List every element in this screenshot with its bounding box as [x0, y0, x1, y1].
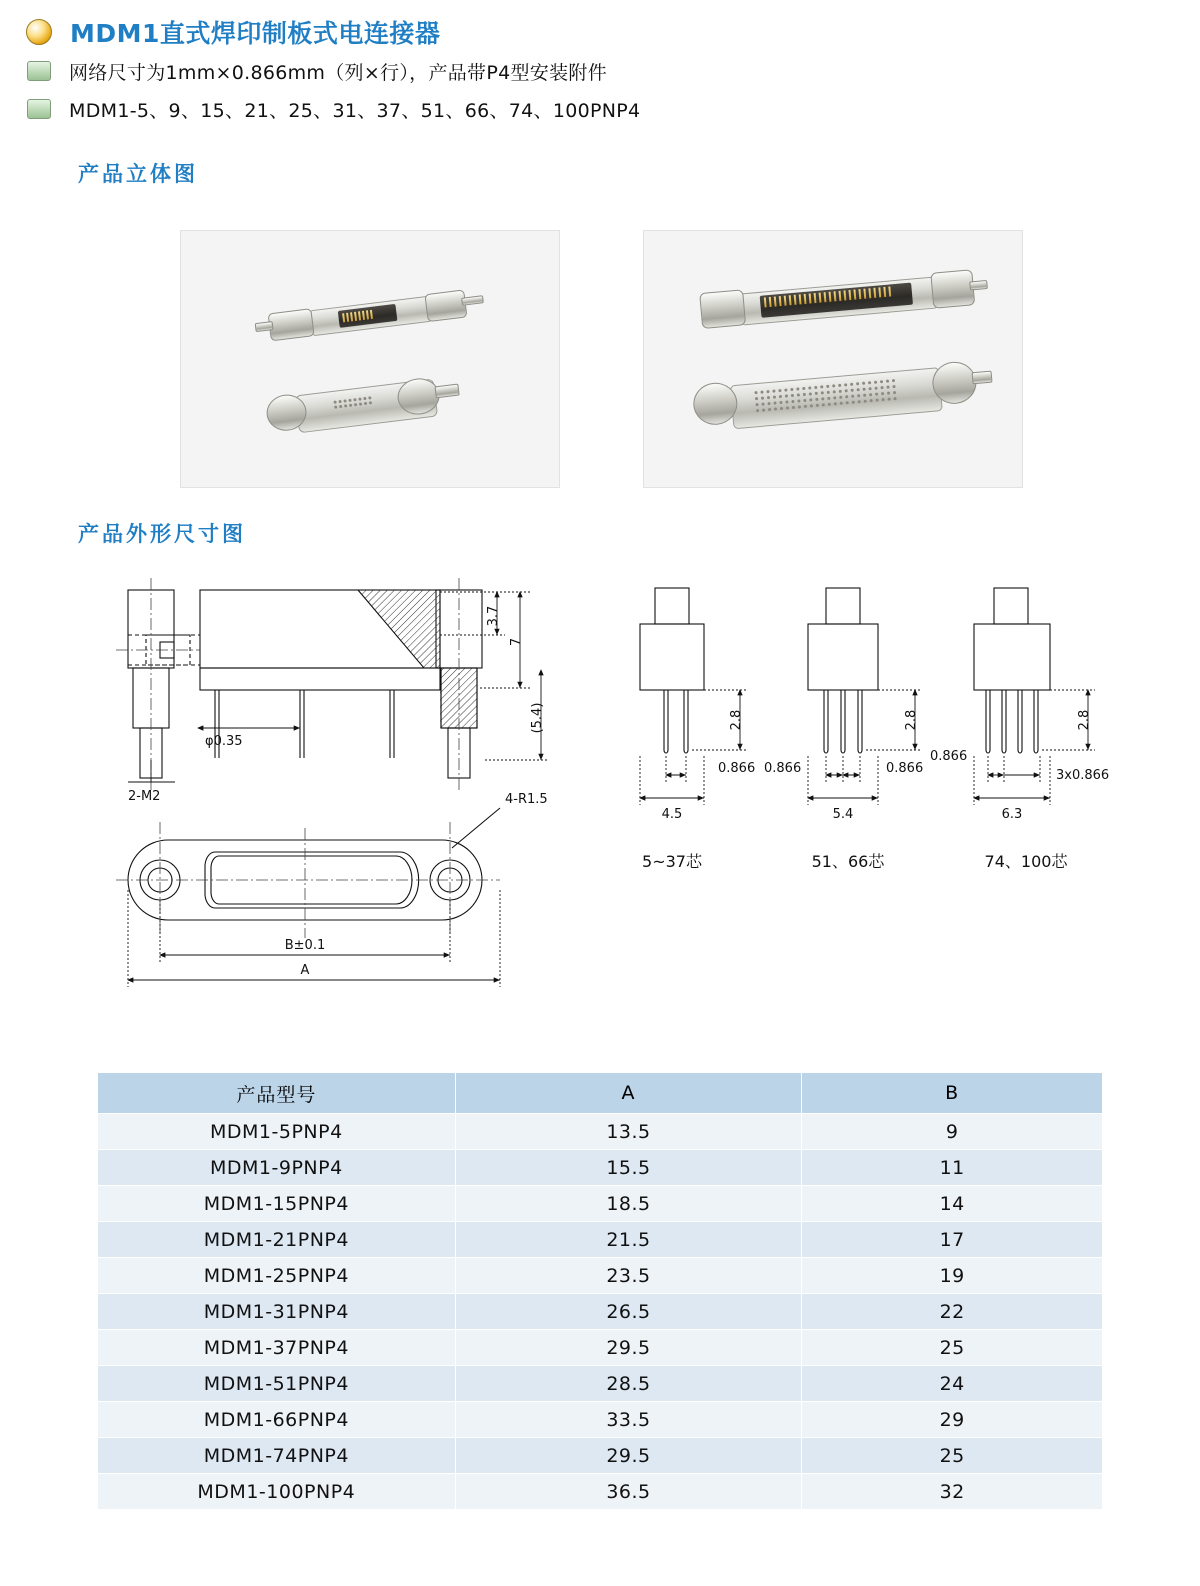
plug-screw-left — [268, 308, 315, 341]
hole — [874, 381, 877, 384]
page-title: MDM1直式焊印制板式电连接器 — [70, 19, 441, 48]
hole — [827, 397, 830, 400]
hole — [364, 402, 367, 405]
header — [0, 0, 1200, 126]
hole — [354, 403, 357, 406]
caption-view2: 51、66芯 — [811, 852, 885, 871]
cell-model: MDM1-66PNP4 — [98, 1402, 456, 1438]
pin — [350, 312, 353, 321]
table-row — [98, 1366, 1103, 1402]
dim-3x0-866-view3: 3x0.866 — [1056, 768, 1110, 783]
hole — [349, 404, 352, 407]
pin — [848, 290, 851, 300]
header-note-2: MDM1-5、9、15、21、25、31、37、51、66、74、100PNP4 — [69, 99, 641, 122]
table-row — [98, 1150, 1103, 1186]
hole — [809, 392, 812, 395]
column-header-b: B — [802, 1073, 1103, 1114]
product-photo-large-connector — [643, 230, 1023, 488]
dim-0-866-view2-right: 0.866 — [886, 761, 924, 776]
hole — [785, 394, 788, 397]
photo-a-plug — [248, 275, 494, 364]
section-title-drawing: 产品外形尺寸图 — [78, 522, 246, 546]
hole — [852, 401, 855, 404]
hole — [803, 393, 806, 396]
pin — [804, 294, 807, 304]
bottom-view — [128, 808, 500, 920]
hole — [864, 400, 867, 403]
photo-b-receptacle — [681, 353, 997, 460]
pin — [366, 310, 369, 319]
pin — [873, 288, 876, 298]
hole — [808, 386, 811, 389]
pin-view-51-66 — [808, 588, 878, 753]
hole — [822, 403, 825, 406]
plug-screw-right-thread — [969, 280, 988, 291]
hole — [893, 397, 896, 400]
hole — [363, 397, 366, 400]
hole — [880, 380, 883, 383]
cell-b: 9 — [802, 1114, 1103, 1150]
hole — [797, 393, 800, 396]
pin — [346, 313, 349, 322]
cell-a: 29.5 — [455, 1438, 802, 1474]
cell-model: MDM1-31PNP4 — [98, 1294, 456, 1330]
hole — [851, 389, 854, 392]
hole — [863, 388, 866, 391]
dim-2-8-view3: 2.8 — [1077, 709, 1092, 731]
cell-a: 15.5 — [455, 1150, 802, 1186]
hole — [834, 402, 837, 405]
pin — [814, 293, 817, 303]
pin — [774, 296, 777, 306]
pin — [819, 293, 822, 303]
cell-b: 25 — [802, 1438, 1103, 1474]
hole — [353, 398, 356, 401]
hole — [348, 399, 351, 402]
hole — [893, 391, 896, 394]
section-title-photos: 产品立体图 — [78, 162, 198, 186]
hole — [358, 397, 361, 400]
pin — [883, 287, 886, 297]
dim-4-r1-5: 4-R1.5 — [505, 792, 548, 807]
cell-a: 21.5 — [455, 1222, 802, 1258]
circle-bullet-icon — [26, 19, 52, 45]
hole — [869, 393, 872, 396]
hole — [821, 391, 824, 394]
cell-model: MDM1-51PNP4 — [98, 1366, 456, 1402]
hole — [786, 406, 789, 409]
dim-0-866-view3: 0.866 — [930, 749, 968, 764]
table-row — [98, 1186, 1103, 1222]
hole — [767, 402, 770, 405]
pin — [358, 311, 361, 320]
hole — [790, 388, 793, 391]
pin-view-51-66-dimensions — [808, 690, 922, 805]
pin — [362, 311, 365, 320]
pin — [794, 295, 797, 305]
pin — [878, 287, 881, 297]
hole — [887, 397, 890, 400]
hole — [821, 397, 824, 400]
cell-model: MDM1-21PNP4 — [98, 1222, 456, 1258]
dimension-drawing — [0, 560, 1200, 1060]
hole — [816, 404, 819, 407]
hole — [846, 401, 849, 404]
plug-screw-right-thread — [461, 295, 484, 306]
pin — [809, 293, 812, 303]
hole — [833, 390, 836, 393]
hole — [768, 408, 771, 411]
hole — [778, 389, 781, 392]
hole — [875, 393, 878, 396]
hole — [772, 389, 775, 392]
pin — [834, 291, 837, 301]
hole — [840, 402, 843, 405]
hole — [792, 406, 795, 409]
pin — [839, 291, 842, 301]
cell-b: 19 — [802, 1258, 1103, 1294]
cell-model: MDM1-100PNP4 — [98, 1474, 456, 1510]
hole — [368, 396, 371, 399]
header-note-row-1 — [0, 54, 1200, 88]
dim-b: B±0.1 — [284, 938, 326, 953]
cell-a: 28.5 — [455, 1366, 802, 1402]
hole — [887, 392, 890, 395]
hole — [820, 385, 823, 388]
square-bullet-icon — [27, 61, 51, 81]
dim-0-866-view1: 0.866 — [718, 761, 756, 776]
pin — [829, 292, 832, 302]
hole — [754, 391, 757, 394]
hole — [814, 386, 817, 389]
hole — [870, 399, 873, 402]
hole — [791, 400, 794, 403]
hole — [809, 398, 812, 401]
table-row — [98, 1330, 1103, 1366]
cell-b: 29 — [802, 1402, 1103, 1438]
hole — [797, 399, 800, 402]
cell-a: 29.5 — [455, 1330, 802, 1366]
hole — [810, 404, 813, 407]
hole — [827, 391, 830, 394]
pin — [824, 292, 827, 302]
hole — [785, 400, 788, 403]
dim-a: A — [300, 963, 310, 978]
header-note-1: 网络尺寸为1mm×0.866mm（列×行），产品带P4型安装附件 — [69, 61, 608, 84]
hole — [798, 405, 801, 408]
hole — [832, 384, 835, 387]
hole — [804, 405, 807, 408]
hole — [773, 401, 776, 404]
caption-view3: 74、100芯 — [984, 852, 1068, 871]
table-row — [98, 1402, 1103, 1438]
dim-7: 7 — [509, 637, 524, 647]
hole — [773, 395, 776, 398]
dim-3-7: 3.7 — [486, 605, 501, 627]
hole — [863, 394, 866, 397]
table-header-row — [98, 1073, 1103, 1114]
dim-6-3-view3: 6.3 — [1001, 807, 1023, 822]
hole — [857, 394, 860, 397]
plug-screw-left — [699, 289, 746, 329]
hole — [338, 400, 341, 403]
cell-b: 22 — [802, 1294, 1103, 1330]
hole — [862, 382, 865, 385]
hole — [857, 388, 860, 391]
hole — [791, 394, 794, 397]
pin — [769, 297, 772, 307]
hole — [779, 395, 782, 398]
photo-a-receptacle — [246, 361, 503, 461]
hole — [881, 398, 884, 401]
hole — [858, 400, 861, 403]
plug-screw-right — [424, 289, 467, 322]
cell-model: MDM1-9PNP4 — [98, 1150, 456, 1186]
hole — [886, 386, 889, 389]
column-header-model: 产品型号 — [98, 1073, 456, 1114]
hole — [868, 387, 871, 390]
plug-screw-right — [930, 269, 975, 309]
hole — [868, 381, 871, 384]
spec-table — [97, 1072, 1103, 1510]
hole — [815, 398, 818, 401]
hole — [344, 404, 347, 407]
cell-model: MDM1-25PNP4 — [98, 1258, 456, 1294]
hole — [874, 387, 877, 390]
hole — [359, 402, 362, 405]
hole — [839, 390, 842, 393]
hole — [756, 409, 759, 412]
hole — [851, 395, 854, 398]
column-header-a: A — [455, 1073, 802, 1114]
pin — [868, 288, 871, 298]
pin-view-74-100 — [974, 588, 1050, 753]
hole — [856, 382, 859, 385]
receptacle-post — [972, 371, 993, 385]
hole — [755, 403, 758, 406]
hole — [760, 391, 763, 394]
hole — [838, 384, 841, 387]
dim-4-5-view1: 4.5 — [661, 807, 683, 822]
hole — [339, 405, 342, 408]
cell-b: 17 — [802, 1222, 1103, 1258]
cell-b: 25 — [802, 1330, 1103, 1366]
cell-b: 32 — [802, 1474, 1103, 1510]
hole — [762, 408, 765, 411]
dim-2-m2: 2-M2 — [128, 789, 161, 804]
hole — [766, 390, 769, 393]
header-note-row-2 — [0, 92, 1200, 126]
photo-b-plug — [687, 260, 992, 356]
pin — [853, 289, 856, 299]
cell-model: MDM1-37PNP4 — [98, 1330, 456, 1366]
hole — [850, 383, 853, 386]
hole — [892, 385, 895, 388]
pin — [784, 296, 787, 306]
pin — [354, 312, 357, 321]
hole — [334, 405, 337, 408]
table-row — [98, 1294, 1103, 1330]
cell-a: 18.5 — [455, 1186, 802, 1222]
cell-model: MDM1-74PNP4 — [98, 1438, 456, 1474]
hole — [802, 387, 805, 390]
hole — [774, 407, 777, 410]
cell-a: 33.5 — [455, 1402, 802, 1438]
pin — [764, 297, 767, 307]
hole — [833, 396, 836, 399]
cell-a: 26.5 — [455, 1294, 802, 1330]
pin — [789, 295, 792, 305]
hole — [839, 396, 842, 399]
cell-a: 23.5 — [455, 1258, 802, 1294]
hole — [761, 402, 764, 405]
dim-0-866-view2-left: 0.866 — [764, 761, 802, 776]
pin-view-5-37-dimensions — [640, 690, 748, 805]
dim-5-4: (5.4) — [530, 702, 545, 734]
dim-5-4-view2: 5.4 — [832, 807, 854, 822]
hole — [844, 383, 847, 386]
hole — [779, 401, 782, 404]
cell-a: 13.5 — [455, 1114, 802, 1150]
hole — [876, 399, 879, 402]
hole — [784, 388, 787, 391]
hole — [845, 389, 848, 392]
hole — [845, 395, 848, 398]
hole — [803, 399, 806, 402]
dim-2-8-view1: 2.8 — [729, 709, 744, 731]
pin — [863, 289, 866, 299]
pin — [799, 294, 802, 304]
hole — [826, 385, 829, 388]
hole — [780, 407, 783, 410]
hole — [343, 399, 346, 402]
front-view — [128, 590, 482, 778]
table-row — [98, 1114, 1103, 1150]
hole — [333, 400, 336, 403]
table-row — [98, 1222, 1103, 1258]
cell-a: 36.5 — [455, 1474, 802, 1510]
hole — [886, 380, 889, 383]
square-bullet-icon-2 — [27, 99, 51, 119]
table-row — [98, 1258, 1103, 1294]
pin — [858, 289, 861, 299]
dim-phi-0-35: φ0.35 — [205, 734, 243, 749]
front-view-dimensions — [128, 592, 548, 782]
hole — [369, 401, 372, 404]
caption-view1: 5~37芯 — [642, 852, 702, 871]
hole — [828, 403, 831, 406]
cell-b: 24 — [802, 1366, 1103, 1402]
cell-b: 14 — [802, 1186, 1103, 1222]
pin — [342, 313, 345, 322]
hole — [796, 387, 799, 390]
cell-model: MDM1-5PNP4 — [98, 1114, 456, 1150]
hole — [892, 379, 895, 382]
cell-b: 11 — [802, 1150, 1103, 1186]
table-row — [98, 1474, 1103, 1510]
hole — [880, 386, 883, 389]
pin — [779, 296, 782, 306]
hole — [881, 392, 884, 395]
bottom-center-lines — [116, 822, 500, 938]
table-row — [98, 1438, 1103, 1474]
hole — [761, 397, 764, 400]
header-title-row — [0, 14, 1200, 50]
hole — [767, 396, 770, 399]
pin-view-5-37 — [640, 588, 704, 753]
hole — [755, 397, 758, 400]
cell-model: MDM1-15PNP4 — [98, 1186, 456, 1222]
pin — [843, 290, 846, 300]
product-photo-small-connector — [180, 230, 560, 488]
dim-2-8-view2: 2.8 — [904, 709, 919, 731]
drawing-svg — [0, 560, 1200, 1060]
hole — [815, 392, 818, 395]
receptacle-post — [434, 384, 459, 399]
